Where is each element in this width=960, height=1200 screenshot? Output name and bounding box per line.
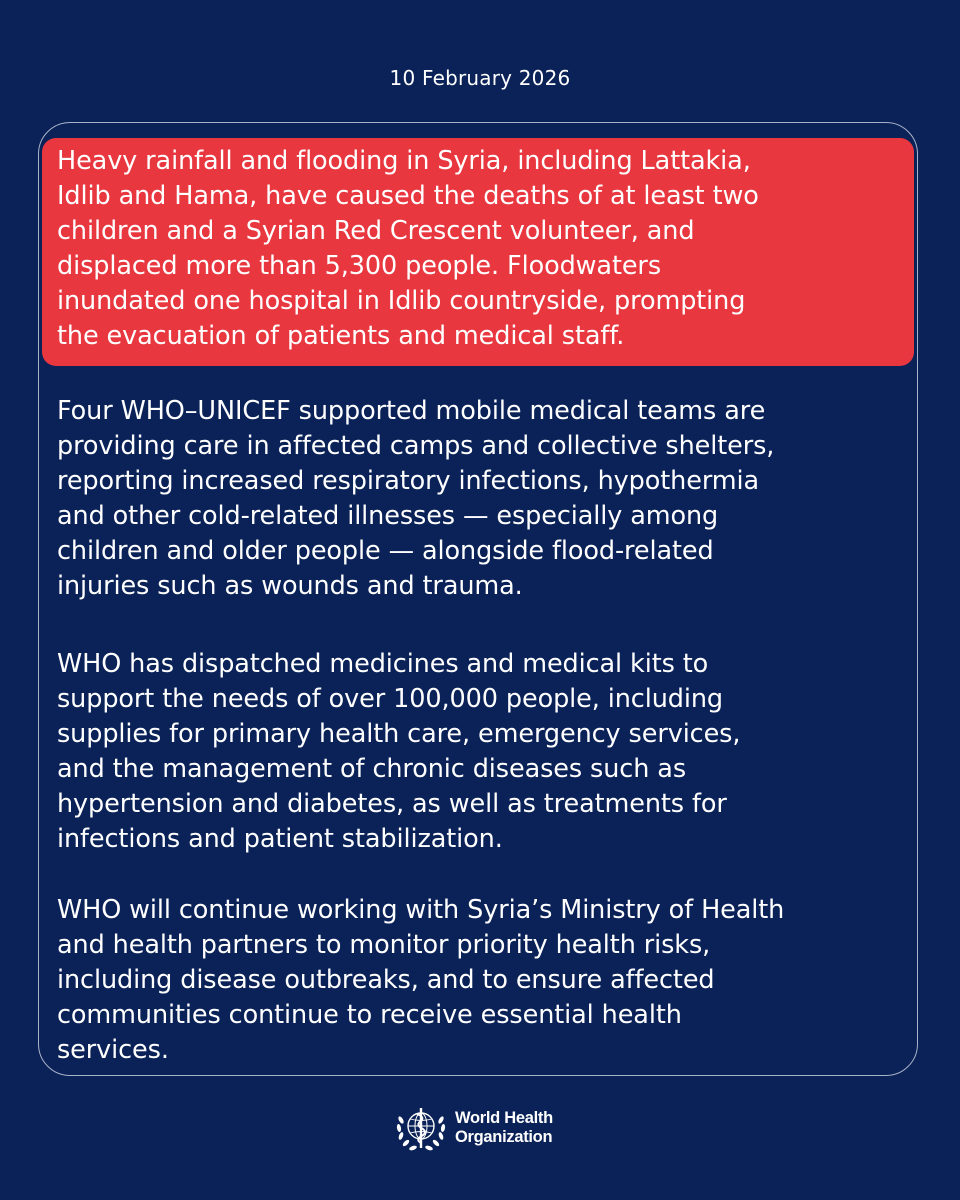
who-logo bbox=[393, 1100, 553, 1156]
paragraph-continuation: WHO will continue working with Syria’s Ministry of Health and health partners to monitor priority health risks, including disease outbreaks, and to ensure affected communities continue to receive essential health services. bbox=[57, 895, 785, 1065]
paragraph-supplies: WHO has dispatched medicines and medical kits to support the needs of over 100,000 people, including supplies for primary health care, emergency services, and the management of chronic diseases such as hypertension and diabetes, as well as treatments for infections and patient stabilization. bbox=[57, 649, 741, 854]
who-logo-text: World Health Organization bbox=[455, 1109, 553, 1146]
date-label: 10 February 2026 bbox=[389, 66, 571, 90]
who-emblem-icon bbox=[393, 1100, 449, 1156]
paragraph-medical-teams: Four WHO–UNICEF supported mobile medical teams are providing care in affected camps and collective shelters, reporting increased respiratory infections, hypothermia and other cold-related illnesses — especially among children and older people — alongside flood-related injuries such as wounds and trauma. bbox=[57, 396, 775, 601]
paragraph-highlighted: Heavy rainfall and flooding in Syria, including Lattakia, Idlib and Hama, have caused the deaths of at least two children and a Syrian Red Crescent volunteer, and displaced more than 5,300 people. Floodwaters inundated one hospital in Idlib countryside, prompting the evacuation of patients and medical staff. bbox=[57, 146, 759, 351]
